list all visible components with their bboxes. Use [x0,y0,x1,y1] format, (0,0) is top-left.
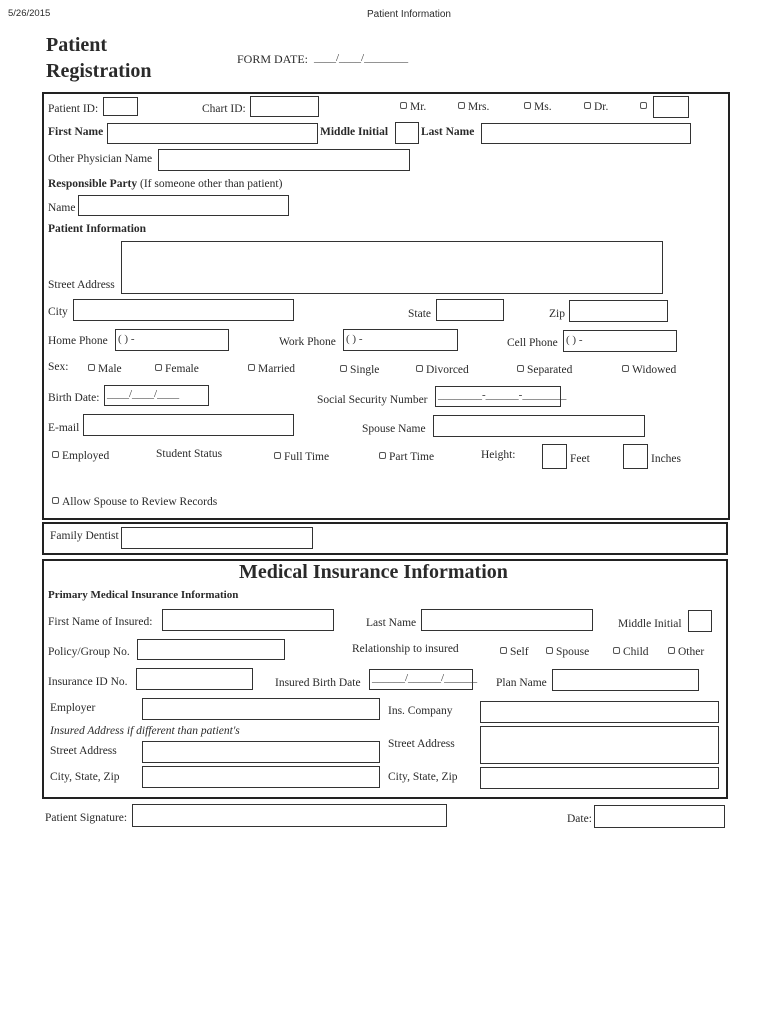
title-option-ms[interactable]: Ms. [524,101,552,113]
marital-single-option[interactable]: Single [340,364,379,376]
student-status-label: Student Status [156,448,223,460]
height-label: Height: [481,449,516,461]
checkbox-icon [613,647,620,654]
insured-birth-date-label: Insured Birth Date [275,677,361,689]
responsible-name-field[interactable] [78,195,289,216]
checkbox-icon [155,364,162,371]
zip-field[interactable] [569,300,668,322]
ins-company-label: Ins. Company [388,705,453,717]
checkbox-icon [546,647,553,654]
insured-city-label-right: City, State, Zip [388,771,458,783]
checkbox-icon [458,102,465,109]
city-field[interactable] [73,299,294,321]
birth-date-field[interactable]: ____/____/____ [104,385,209,406]
signature-field[interactable] [132,804,447,827]
cell-phone-label: Cell Phone [507,337,558,349]
height-feet-field[interactable] [542,444,567,469]
insured-city-label-left: City, State, Zip [50,771,120,783]
responsible-party-label: Responsible Party [48,178,138,190]
insured-birth-date-field[interactable]: ______/______/______ [369,669,473,690]
title-option-mr[interactable]: Mr. [400,101,426,113]
insured-street-label-right: Street Address [388,738,455,750]
checkbox-icon [517,365,524,372]
insurance-id-field[interactable] [136,668,253,690]
feet-label: Feet [570,453,590,465]
student-part-time-option[interactable]: Part Time [379,451,434,463]
employer-label: Employer [50,702,96,714]
insured-city-field-right[interactable] [480,767,719,789]
plan-name-field[interactable] [552,669,699,691]
family-dentist-label: Family Dentist [50,530,119,542]
plan-name-label: Plan Name [496,677,547,689]
checkbox-icon [52,451,59,458]
other-physician-field[interactable] [158,149,410,171]
work-phone-field[interactable]: ( ) - [343,329,458,351]
city-label: City [48,306,68,318]
chart-id-label: Chart ID: [202,103,246,115]
ins-company-field[interactable] [480,701,719,723]
form-date-blank[interactable]: ____/____/________ [314,52,409,64]
insured-street-field-right[interactable] [480,726,719,764]
state-label: State [408,308,431,320]
marital-divorced-option[interactable]: Divorced [416,364,469,376]
patient-id-field[interactable] [103,97,138,116]
insured-last-name-field[interactable] [421,609,593,631]
sex-male-option[interactable]: Male [88,363,122,375]
email-field[interactable] [83,414,294,436]
last-name-label: Last Name [421,126,475,138]
spouse-name-field[interactable] [433,415,645,437]
relationship-self-option[interactable]: Self [500,646,529,658]
work-phone-label: Work Phone [279,336,336,348]
insured-middle-initial-label: Middle Initial [618,618,682,630]
street-address-field[interactable] [121,241,663,294]
checkbox-icon [584,102,591,109]
middle-initial-label: Middle Initial [320,126,389,138]
other-physician-label: Other Physician Name [48,153,153,165]
primary-insurance-heading: Primary Medical Insurance Information [48,589,239,601]
checkbox-icon [340,365,347,372]
insured-city-field-left[interactable] [142,766,380,788]
relationship-spouse-option[interactable]: Spouse [546,646,589,658]
title-option-mrs[interactable]: Mrs. [458,101,489,113]
allow-spouse-option[interactable]: Allow Spouse to Review Records [52,496,217,508]
checkbox-icon [416,365,423,372]
first-name-field[interactable] [107,123,318,144]
checkbox-icon [400,102,407,109]
form-title-line2: Registration [46,60,152,82]
home-phone-field[interactable]: ( ) - [115,329,229,351]
employed-option[interactable]: Employed [52,450,109,462]
checkbox-icon [524,102,531,109]
insured-street-label-left: Street Address [50,745,117,757]
insured-address-note: Insured Address if different than patient's [50,725,240,737]
checkbox-icon [274,452,281,459]
state-field[interactable] [436,299,504,321]
print-title: Patient Information [367,9,451,20]
family-dentist-field[interactable] [121,527,313,549]
height-inches-field[interactable] [623,444,648,469]
checkbox-icon [248,364,255,371]
signature-date-label: Date: [567,813,592,825]
patient-information-heading: Patient Information [48,223,147,235]
sex-label: Sex: [48,361,69,373]
checkbox-icon [640,102,647,109]
signature-date-field[interactable] [594,805,725,828]
birth-date-label: Birth Date: [48,392,100,404]
email-label: E-mail [48,422,80,434]
ssn-label: Social Security Number [317,394,428,406]
marital-separated-option[interactable]: Separated [517,364,572,376]
middle-initial-field[interactable] [395,122,419,144]
print-date: 5/26/2015 [8,8,51,19]
insured-first-name-field[interactable] [162,609,334,631]
title-option-dr[interactable]: Dr. [584,101,608,113]
home-phone-label: Home Phone [48,335,108,347]
insured-last-name-label: Last Name [366,617,417,629]
checkbox-icon [500,647,507,654]
signature-label: Patient Signature: [45,812,128,824]
marital-married-option[interactable]: Married [248,363,295,375]
checkbox-icon [88,364,95,371]
responsible-party-note: (If someone other than patient) [140,178,283,190]
insured-street-field-left[interactable] [142,741,380,763]
last-name-field[interactable] [481,123,691,144]
title-other-field[interactable] [653,96,689,118]
student-full-time-option[interactable]: Full Time [274,451,329,463]
ssn-field[interactable]: ________-______-________ [435,386,561,407]
title-option-other[interactable] [640,101,650,113]
policy-group-label: Policy/Group No. [48,646,130,658]
cell-phone-field[interactable]: ( ) - [563,330,677,352]
responsible-name-label: Name [48,202,76,214]
zip-label: Zip [549,308,565,320]
form-title-line1: Patient [46,34,108,56]
chart-id-field[interactable] [250,96,319,117]
inches-label: Inches [651,453,682,465]
spouse-name-label: Spouse Name [362,423,426,435]
insured-middle-initial-field[interactable] [688,610,712,632]
sex-female-option[interactable]: Female [155,363,199,375]
relationship-label: Relationship to insured [352,643,459,655]
insurance-heading: Medical Insurance Information [239,561,508,583]
checkbox-icon [668,647,675,654]
insured-first-name-label: First Name of Insured: [48,616,153,628]
checkbox-icon [379,452,386,459]
relationship-other-option[interactable]: Other [668,646,704,658]
relationship-child-option[interactable]: Child [613,646,649,658]
employer-field[interactable] [142,698,380,720]
checkbox-icon [622,365,629,372]
marital-widowed-option[interactable]: Widowed [622,364,676,376]
policy-group-field[interactable] [137,639,285,660]
checkbox-icon [52,497,59,504]
insurance-id-label: Insurance ID No. [48,676,128,688]
street-address-label: Street Address [48,279,115,291]
form-date-label: FORM DATE: [237,52,309,66]
first-name-label: First Name [48,126,104,138]
patient-id-label: Patient ID: [48,103,99,115]
